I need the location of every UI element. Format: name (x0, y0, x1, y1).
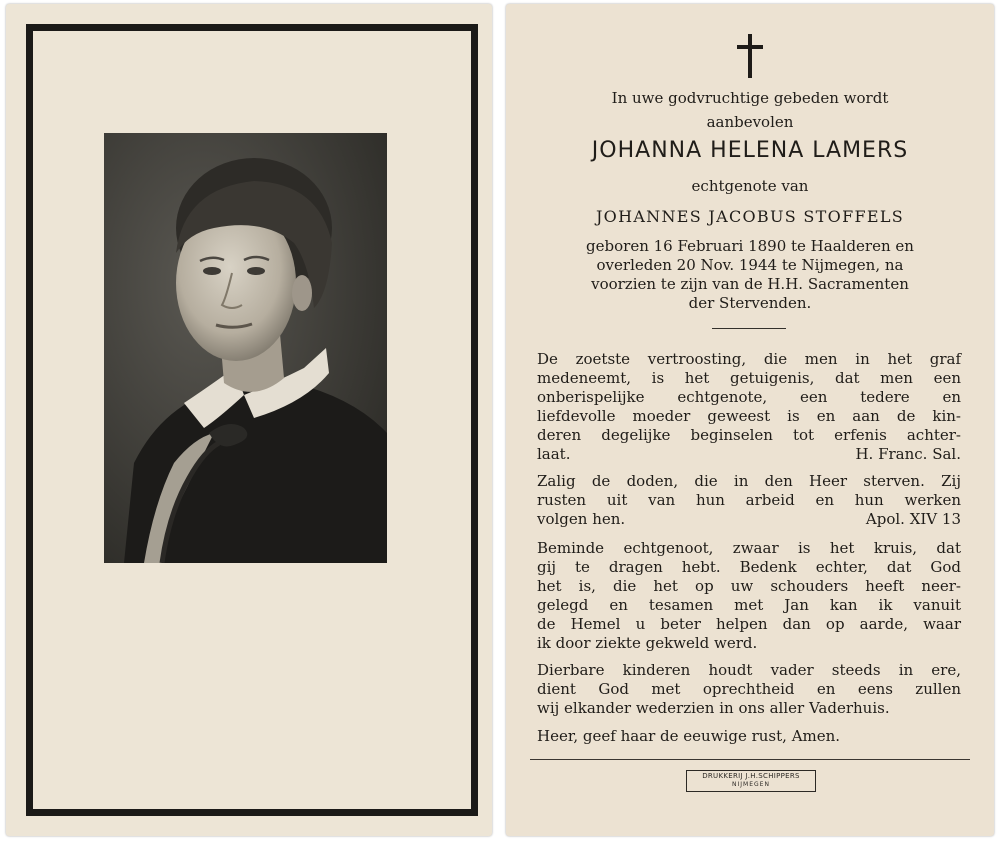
printer-stamp (686, 770, 816, 792)
portrait-photo (104, 133, 387, 563)
message-paragraph (537, 661, 961, 718)
quote-source: Apol. XIV 13 (865, 510, 961, 528)
paragraph-line: Beminde echtgenoot, zwaar is het kruis, dat (537, 539, 961, 557)
birth-death-line: geboren 16 Februari 1890 te Haalderen en (586, 237, 914, 255)
quote-source: H. Franc. Sal. (855, 445, 961, 463)
cross-icon (506, 34, 994, 82)
memorial-card-front (6, 4, 492, 836)
message-paragraph (537, 539, 961, 653)
paragraph-line: de Hemel u beter helpen dan op aarde, waar (537, 615, 961, 633)
paragraph-line: gelegd en tesamen met Jan kan ik vanuit (537, 596, 961, 614)
paragraph-line: Zalig de doden, die in den Heer sterven. Zij (537, 472, 961, 490)
portrait-illustration (104, 133, 387, 563)
intro-text (546, 86, 954, 134)
paragraph-line: laat. (537, 445, 571, 463)
paragraph-line: gij te dragen hebt. Bedenk echter, dat God (537, 558, 961, 576)
intro-line: aanbevolen (706, 113, 794, 131)
paragraph-line: Dierbare kinderen houdt vader steeds in ere, (537, 661, 961, 679)
paragraph-line: deren degelijke beginselen tot erfenis achter- (537, 426, 961, 444)
paragraph-line: liefdevolle moeder geweest is en aan de kin- (537, 407, 961, 425)
quote-paragraph (537, 472, 961, 529)
memorial-card-back (506, 4, 994, 836)
paragraph-line: volgen hen. (537, 510, 626, 528)
closing-prayer: Heer, geef haar de eeuwige rust, Amen. (537, 727, 841, 745)
quote-paragraph (537, 350, 961, 464)
paragraph-line: dient God met oprechtheid en eens zullen (537, 680, 961, 698)
printer-city: NIJMEGEN (732, 781, 770, 788)
paragraph-line: onberispelijke echtgenote, een tedere en (537, 388, 961, 406)
paragraph-line: medeneemt, is het getuigenis, dat men een (537, 369, 961, 387)
cross-glyph (737, 34, 763, 78)
birth-death-text (542, 237, 958, 313)
intro-line: In uwe godvruchtige gebeden wordt (611, 89, 889, 107)
birth-death-line: overleden 20 Nov. 1944 te Nijmegen, na (596, 256, 904, 274)
birth-death-line: voorzien te zijn van de H.H. Sacramenten (591, 275, 909, 293)
paragraph-line: het is, die het op uw schouders heeft neer- (537, 577, 961, 595)
printer-name: DRUKKERIJ J.H.SCHIPPERS (702, 772, 800, 780)
deceased-name: JOHANNA HELENA LAMERS (591, 138, 909, 163)
birth-death-line: der Stervenden. (688, 294, 812, 312)
paragraph-line: De zoetste vertroosting, die men in het graf (537, 350, 961, 368)
paragraph-line: wij elkander wederzien in ons aller Vaderhuis. (537, 699, 890, 717)
divider (712, 328, 786, 329)
divider (530, 759, 970, 760)
spouse-name: JOHANNES JACOBUS STOFFELS (595, 207, 905, 226)
spouse-label: echtgenote van (691, 177, 809, 195)
paragraph-line: rusten uit van hun arbeid en hun werken (537, 491, 961, 509)
paragraph-line: ik door ziekte gekweld werd. (537, 634, 758, 652)
